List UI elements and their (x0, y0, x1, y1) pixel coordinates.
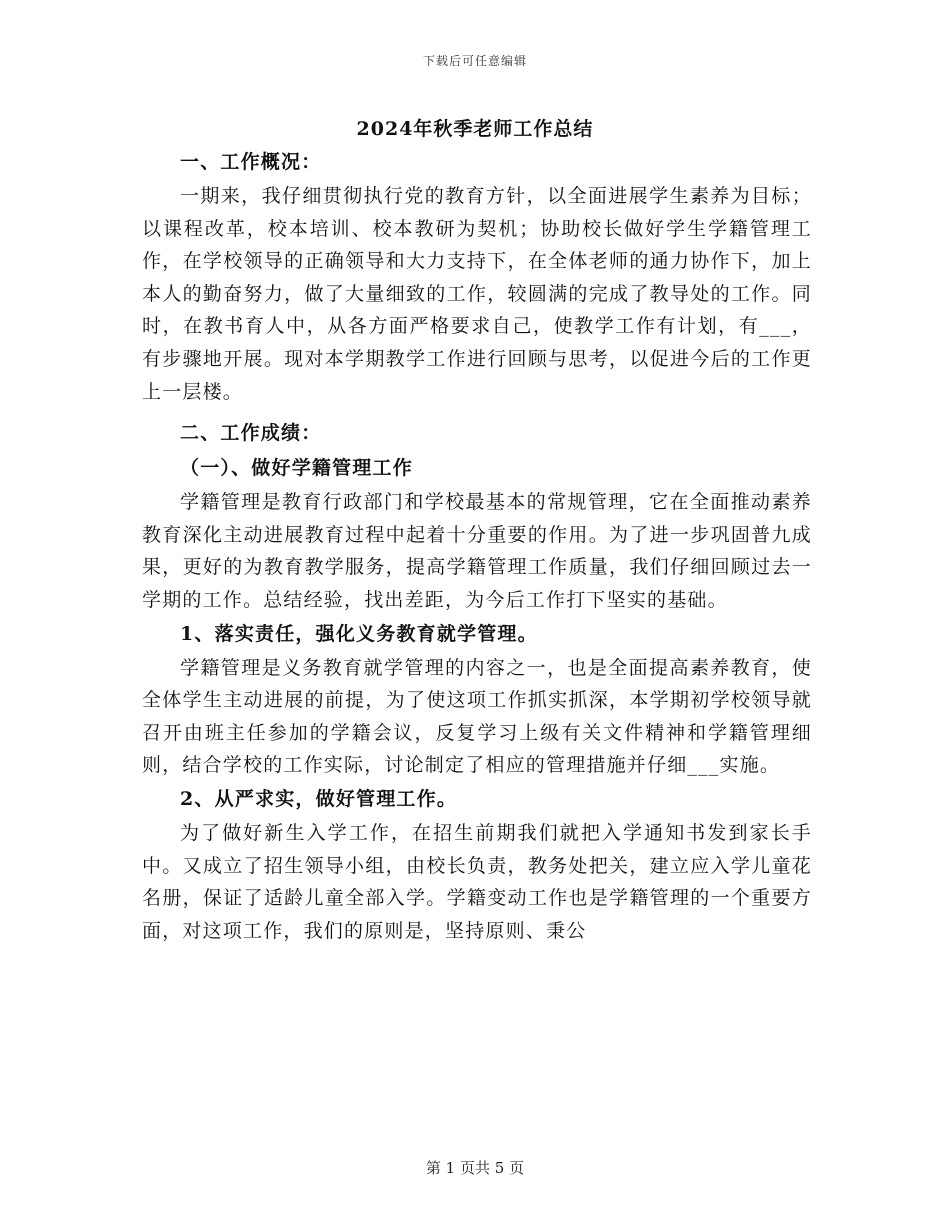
paragraph-strict-management: 为了做好新生入学工作，在招生前期我们就把入学通知书发到家长手中。又成立了招生领导小组，由校长负责，教务处把关，建立应入学儿童花名册，保证了适龄儿童全部入学。学籍变动工作也是学籍管理的一个重要方面，对这项工作，我们的原则是，坚持原则、秉公 (142, 821, 812, 942)
header-note: 下载后可任意编辑 (422, 54, 527, 68)
paragraph-responsibility: 学籍管理是义务教育就学管理的内容之一，也是全面提高素养教育，使全体学生主动进展的前提，为了使这项工作抓实抓深，本学期初学校领导就召开由班主任参加的学籍会议，反复学习上级有关文件精神和学籍管理细则，结合学校的工作实际，讨论制定了相应的管理措施并仔细___实施。 (142, 656, 812, 777)
page-indicator: 第 1 页共 5 页 (425, 1159, 525, 1177)
page-title: 2024年秋季老师工作总结 (356, 118, 594, 140)
subsection-heading-student-records: （一）、做好学籍管理工作 (180, 457, 413, 480)
section-heading-results: 二、工作成绩： (180, 422, 322, 445)
subsection-heading-strict-management: 2、从严求实，做好管理工作。 (180, 787, 458, 810)
document-body (142, 145, 812, 947)
paragraph-student-records: 学籍管理是教育行政部门和学校最基本的常规管理，它在全面推动素养教育深化主动进展教育过程中起着十分重要的作用。为了进一步巩固普九成果，更好的为教育教学服务，提高学籍管理工作质量，我们仔细回顾过去一学期的工作。总结经验，找出差距，为今后工作打下坚实的基础。 (142, 491, 812, 611)
section-heading-overview: 一、工作概况： (180, 151, 322, 173)
subsection-heading-responsibility: 1、落实责任，强化义务教育就学管理。 (180, 622, 538, 645)
paragraph-overview: 一期来，我仔细贯彻执行党的教育方针，以全面进展学生素养为目标；以课程改革，校本培训、校本教研为契机；协助校长做好学生学籍管理工作，在学校领导的正确领导和大力支持下，在全体老师的通力协作下，加上本人的勤奋努力，做了大量细致的工作，较圆满的完成了教导处的工作。同时，在教书育人中，从各方面严格要求自己，使教学工作有计划，有___，有步骤地开展。现对本学期教学工作进行回顾与思考，以促进今后的工作更上一层楼。 (142, 185, 812, 403)
